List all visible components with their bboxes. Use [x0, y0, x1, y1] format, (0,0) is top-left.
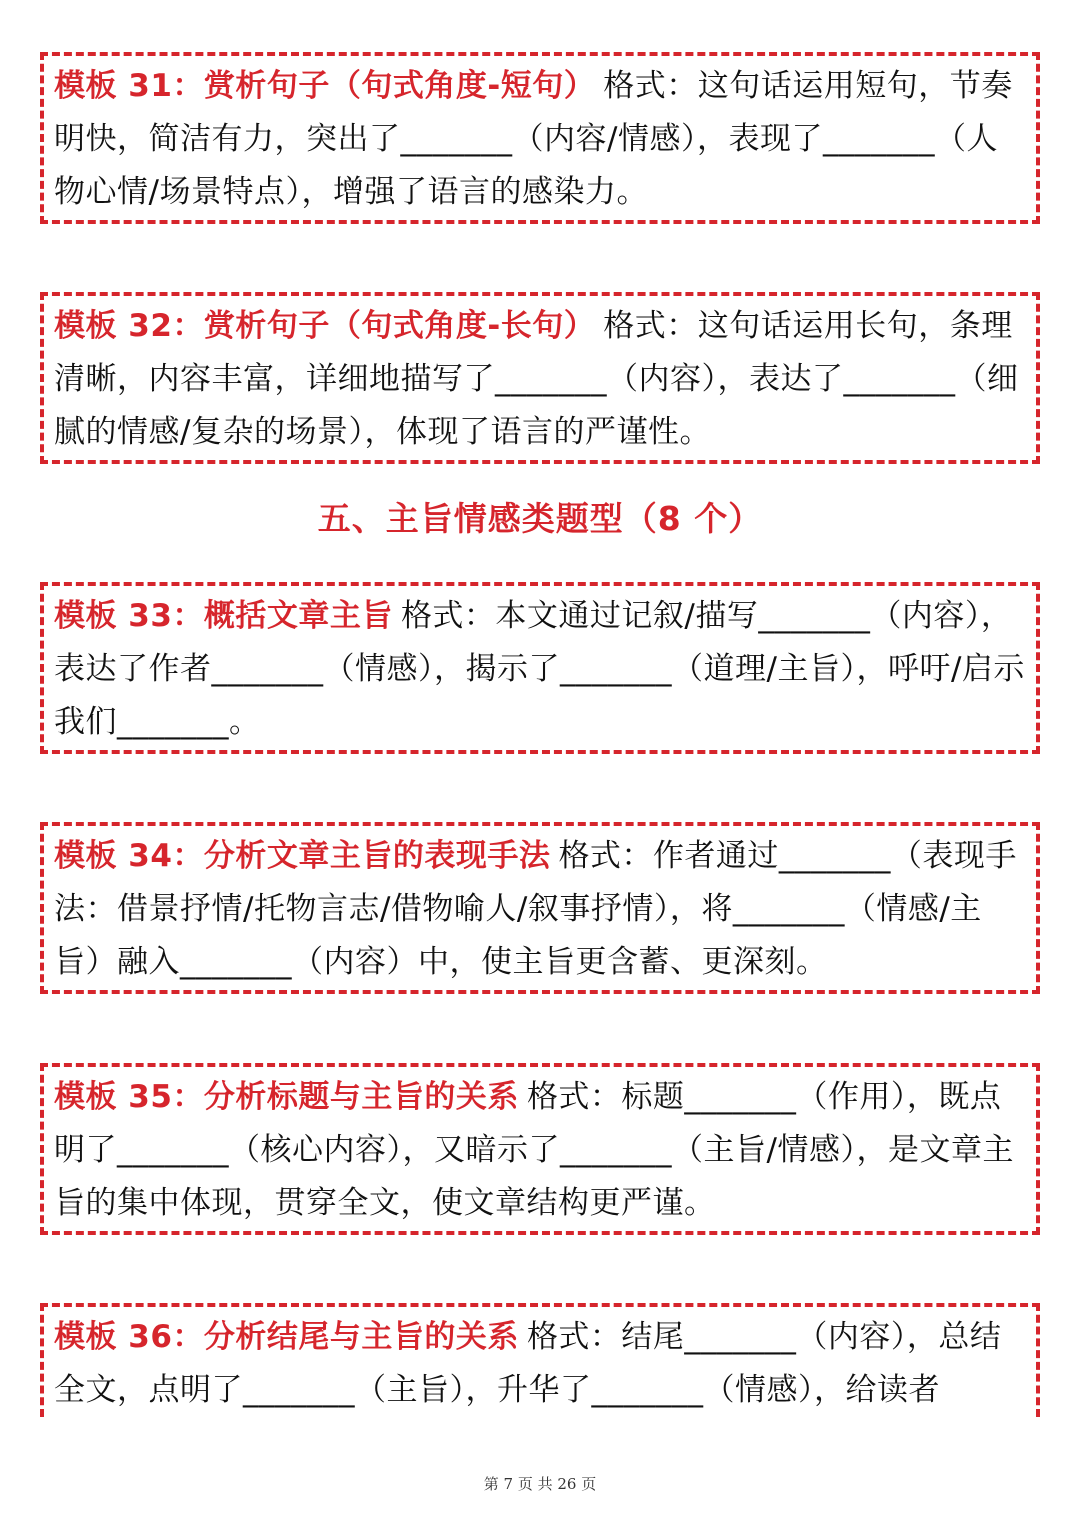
template-text: 格式：结尾_______（内容），总结全文，点明了_______（主旨），升华了_______（情感），给读者	[54, 1319, 1002, 1408]
template-label: 模板 32：赏析句子（句式角度-长句）	[54, 308, 596, 344]
template-label: 模板 34：分析文章主旨的表现手法	[54, 838, 551, 874]
template-text: 格式：作者通过_______（表现手法：借景抒情/托物言志/借物喻人/叙事抒情），将_______（情感/主旨）融入_______（内容）中，使主旨更含蓄、更深刻。	[54, 838, 1017, 980]
section-heading: 五、主旨情感类题型（8 个）	[317, 499, 763, 538]
template-text: 格式：这句话运用短句，节奏明快，简洁有力，突出了_______（内容/情感），表现了_______（人物心情/场景特点），增强了语言的感染力。	[54, 68, 1013, 210]
template-text: 格式：本文通过记叙/描写_______（内容），表达了作者_______（情感），揭示了_______（道理/主旨），呼吁/启示我们_______。	[54, 598, 1025, 740]
template-box-31	[40, 52, 1040, 224]
template-box-34	[40, 822, 1040, 994]
template-label: 模板 36：分析结尾与主旨的关系	[54, 1319, 519, 1355]
template-text: 格式：标题_______（作用），既点明了_______（核心内容），又暗示了_______（主旨/情感），是文章主旨的集中体现，贯穿全文，使文章结构更严谨。	[54, 1079, 1014, 1221]
page-number: 第 7 页 共 26 页	[483, 1475, 597, 1493]
template-text: 格式：这句话运用长句，条理清晰，内容丰富，详细地描写了_______（内容），表达了_______（细腻的情感/复杂的场景），体现了语言的严谨性。	[54, 308, 1019, 450]
template-label: 模板 35：分析标题与主旨的关系	[54, 1079, 519, 1115]
template-box-36	[40, 1303, 1040, 1417]
template-box-33	[40, 582, 1040, 754]
template-box-35	[40, 1063, 1040, 1235]
template-label: 模板 31：赏析句子（句式角度-短句）	[54, 68, 596, 104]
template-label: 模板 33：概括文章主旨	[54, 598, 393, 634]
template-box-32	[40, 292, 1040, 464]
